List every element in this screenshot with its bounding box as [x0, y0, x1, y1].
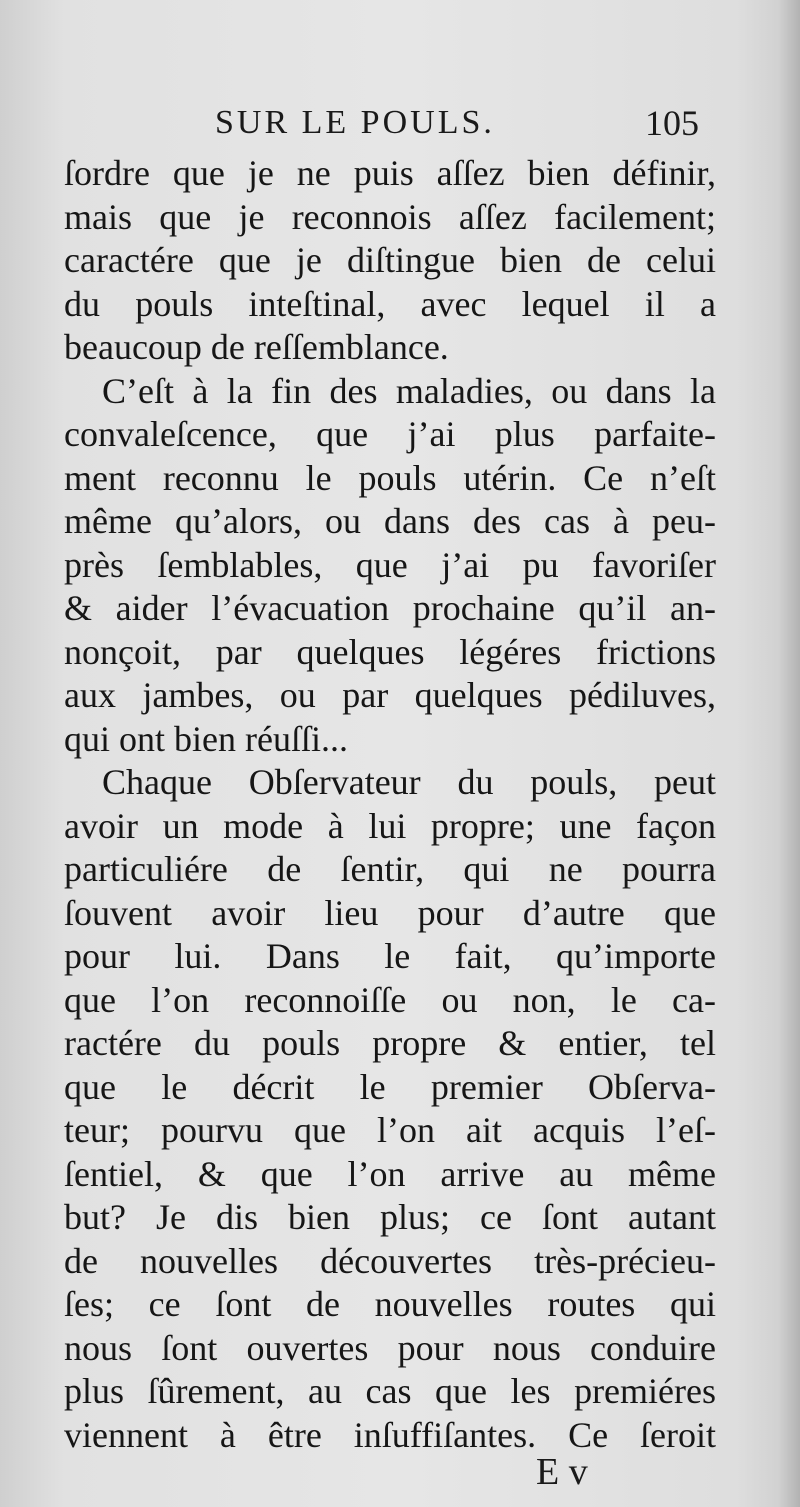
- text-line: convaleſcence, que j’ai plus parfaite-: [64, 414, 716, 454]
- text-line: que le décrit le premier Obſerva-: [64, 1066, 716, 1107]
- text-line: particuliére de ſentir, qui ne pourra: [64, 849, 716, 889]
- text-line: C’eſt à la fin des maladies, ou dans la: [102, 370, 716, 411]
- text-line: mais que je reconnois aſſez facilement;: [64, 196, 716, 237]
- text-line: but? Je dis bien plus; ce ſont autant: [64, 1197, 716, 1237]
- text-line: beaucoup de reſſemblance.: [64, 327, 449, 367]
- text-line: qui ont bien réuſſi...: [64, 718, 348, 759]
- text-line: nonçoit, par quelques légéres frictions: [64, 631, 716, 672]
- text-line: Chaque Obſervateur du pouls, peut: [102, 762, 716, 802]
- text-line: caractére que je diſtingue bien de celui: [64, 240, 716, 280]
- text-line: avoir un mode à lui propre; une façon: [64, 805, 716, 846]
- text-line: ſouvent avoir lieu pour d’autre que: [64, 892, 716, 933]
- text-line: ſordre que je ne puis aſſez bien définir,: [64, 153, 716, 193]
- text-line: ſes; ce ſont de nouvelles routes qui: [64, 1284, 716, 1324]
- text-line: ſentiel, & que l’on arrive au même: [64, 1153, 716, 1194]
- text-line: teur; pourvu que l’on ait acquis l’eſ-: [64, 1110, 716, 1150]
- text-line: même qu’alors, ou dans des cas à peu-: [64, 501, 716, 541]
- text-line: & aider l’évacuation prochaine qu’il an-: [64, 588, 716, 628]
- text-line: plus ſûrement, au cas que les premiéres: [64, 1371, 716, 1411]
- page-number: 105: [645, 103, 699, 143]
- body-text: [64, 152, 716, 1457]
- text-line: ment reconnu le pouls utérin. Ce n’eſt: [64, 457, 716, 498]
- text-line: nous ſont ouvertes pour nous conduire: [64, 1327, 716, 1368]
- page-header: [0, 100, 800, 150]
- text-line: près ſemblables, que j’ai pu favoriſer: [64, 544, 716, 585]
- running-head: SUR LE POULS.: [215, 104, 495, 141]
- text-line: du pouls inteſtinal, avec lequel il a: [64, 283, 716, 324]
- text-line: viennent à être inſuffiſantes. Ce ſeroit: [64, 1414, 716, 1455]
- text-line: ractére du pouls propre & entier, tel: [64, 1023, 716, 1063]
- page-edge-shadow: [778, 0, 800, 1507]
- signature-mark: E v: [536, 1451, 588, 1493]
- text-line: de nouvelles découvertes très-précieu-: [64, 1240, 716, 1281]
- text-line: que l’on reconnoiſſe ou non, le ca-: [64, 979, 716, 1020]
- text-line: aux jambes, ou par quelques pédiluves,: [64, 675, 716, 715]
- text-line: pour lui. Dans le fait, qu’importe: [64, 936, 716, 976]
